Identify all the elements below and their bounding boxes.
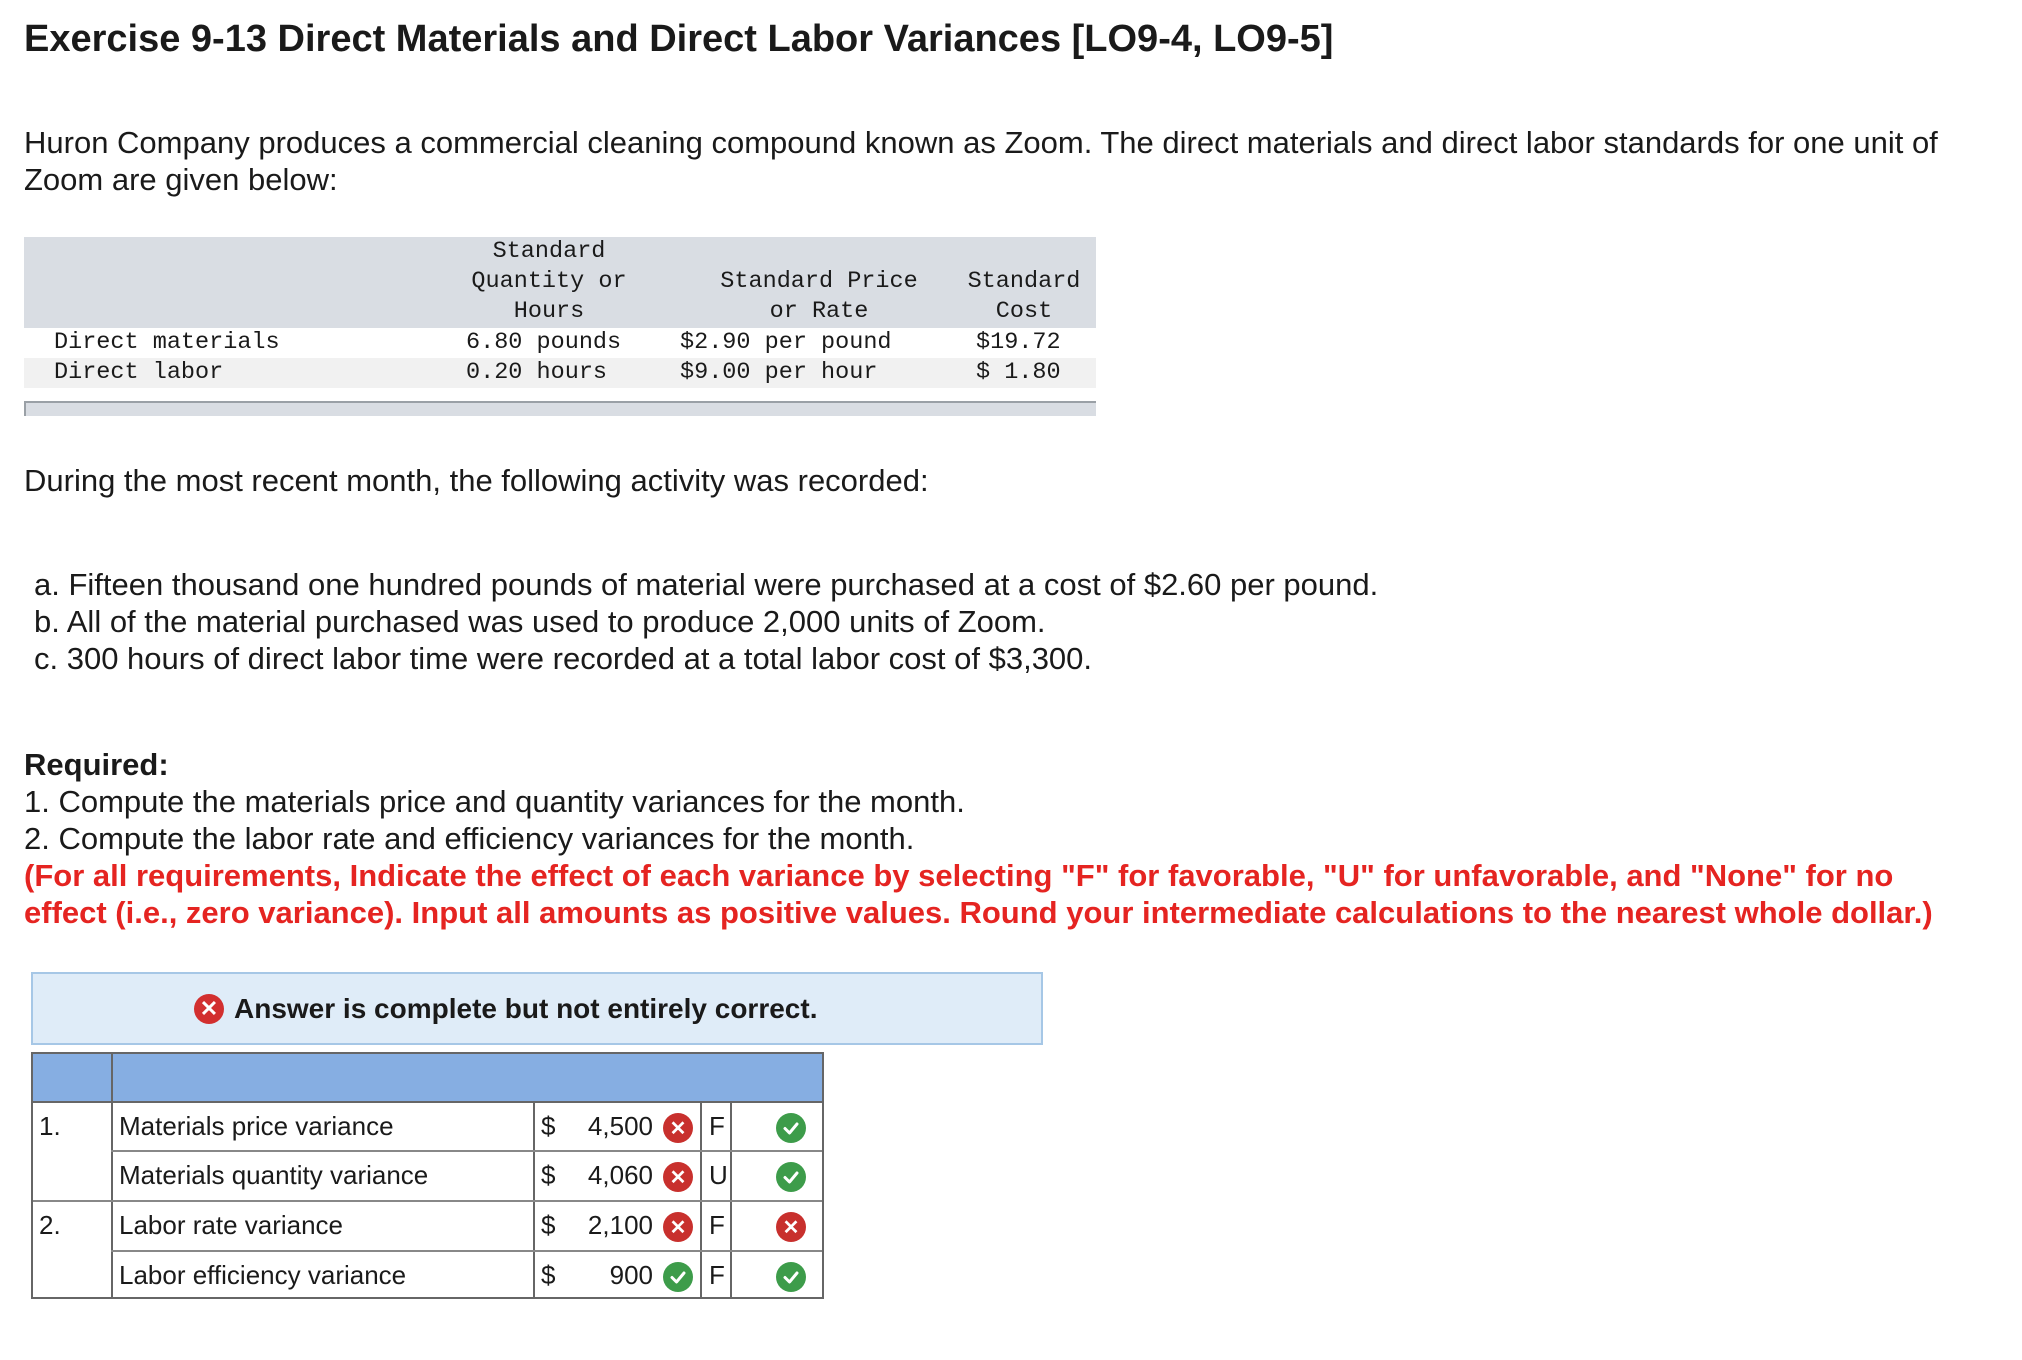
answer-table-header [33, 1054, 822, 1103]
amount-input[interactable]: 4,500 [587, 1111, 653, 1141]
effect-select[interactable]: F [709, 1260, 725, 1290]
variance-label: Materials price variance [119, 1111, 394, 1141]
row-divider [33, 1200, 822, 1202]
row-qty: 0.20 hours [466, 359, 608, 386]
x-circle-icon: ✕ [663, 1212, 693, 1242]
row-qty: 6.80 pounds [466, 329, 622, 356]
activity-intro: During the most recent month, the following activity was recorded: [24, 463, 929, 498]
effect-select[interactable]: F [709, 1210, 725, 1240]
header-qty-line2: Quantity or [471, 268, 627, 295]
variance-label: Labor rate variance [119, 1210, 344, 1240]
instructions-note: (For all requirements, Indicate the effect of each variance by selecting "F" for favorable, "U" for unfavorable, and "None" for no effect (i.e., zero variance). Input all amounts as positive values. Round your intermediate calculations to the nearest whole dollar.) [24, 858, 1933, 930]
variance-label: Materials quantity variance [119, 1160, 429, 1190]
effect-select[interactable]: F [709, 1111, 725, 1141]
standards-footer-band [24, 401, 1096, 416]
header-cost-line1: Standard [967, 268, 1081, 295]
variance-label: Labor efficiency variance [119, 1260, 407, 1290]
requirement-number: 1. [39, 1111, 61, 1141]
x-circle-icon: ✕ [663, 1162, 693, 1192]
header-cost-line2: Cost [995, 298, 1053, 325]
x-circle-icon: ✕ [194, 994, 224, 1024]
check-circle-icon [776, 1113, 806, 1143]
required-heading: Required: [24, 747, 169, 782]
x-circle-icon: ✕ [663, 1113, 693, 1143]
amount-input[interactable]: 2,100 [587, 1210, 653, 1240]
activity-item: a. Fifteen thousand one hundred pounds of material were purchased at a cost of $2.60 per pound. [34, 567, 1379, 602]
activity-item: c. 300 hours of direct labor time were recorded at a total labor cost of $3,300. [34, 641, 1093, 676]
header-qty-line1: Standard [492, 238, 606, 265]
row-divider [111, 1150, 822, 1152]
answer-status-text: Answer is complete but not entirely correct. [234, 992, 818, 1024]
row-divider [111, 1250, 822, 1252]
column-divider [111, 1054, 113, 1297]
row-cost: $ 1.80 [976, 359, 1061, 386]
header-price-line1: Standard Price [720, 268, 918, 295]
x-circle-icon: ✕ [776, 1212, 806, 1242]
page-title: Exercise 9-13 Direct Materials and Direct Labor Variances [LO9-4, LO9-5] [24, 18, 1334, 60]
effect-select[interactable]: U [709, 1160, 728, 1190]
required-section [24, 746, 1984, 931]
intro-paragraph: Huron Company produces a commercial cleaning compound known as Zoom. The direct materials and direct labor standards for one unit of Zoom are given below: [24, 125, 1938, 197]
amount-input[interactable]: 900 [609, 1260, 653, 1290]
answer-table [31, 1052, 824, 1299]
answer-status-banner [31, 972, 1043, 1045]
required-item: 1. Compute the materials price and quantity variances for the month. [24, 784, 965, 819]
required-item: 2. Compute the labor rate and efficiency variances for the month. [24, 821, 915, 856]
currency-symbol: $ [541, 1260, 556, 1290]
check-circle-icon [663, 1262, 693, 1292]
activity-list [34, 566, 1378, 677]
header-price-line2: or Rate [769, 298, 869, 325]
row-label: Direct materials [54, 329, 280, 356]
currency-symbol: $ [541, 1210, 556, 1240]
requirement-number: 2. [39, 1210, 61, 1240]
row-cost: $19.72 [976, 329, 1061, 356]
row-price: $9.00 per hour [680, 359, 878, 386]
amount-input[interactable]: 4,060 [587, 1160, 653, 1190]
currency-symbol: $ [541, 1160, 556, 1190]
row-price: $2.90 per pound [680, 329, 892, 356]
currency-symbol: $ [541, 1111, 556, 1141]
check-circle-icon [776, 1262, 806, 1292]
standards-table [24, 237, 1096, 417]
row-label: Direct labor [54, 359, 224, 386]
activity-item: b. All of the material purchased was used to produce 2,000 units of Zoom. [34, 604, 1046, 639]
check-circle-icon [776, 1162, 806, 1192]
header-qty-line3: Hours [513, 298, 585, 325]
